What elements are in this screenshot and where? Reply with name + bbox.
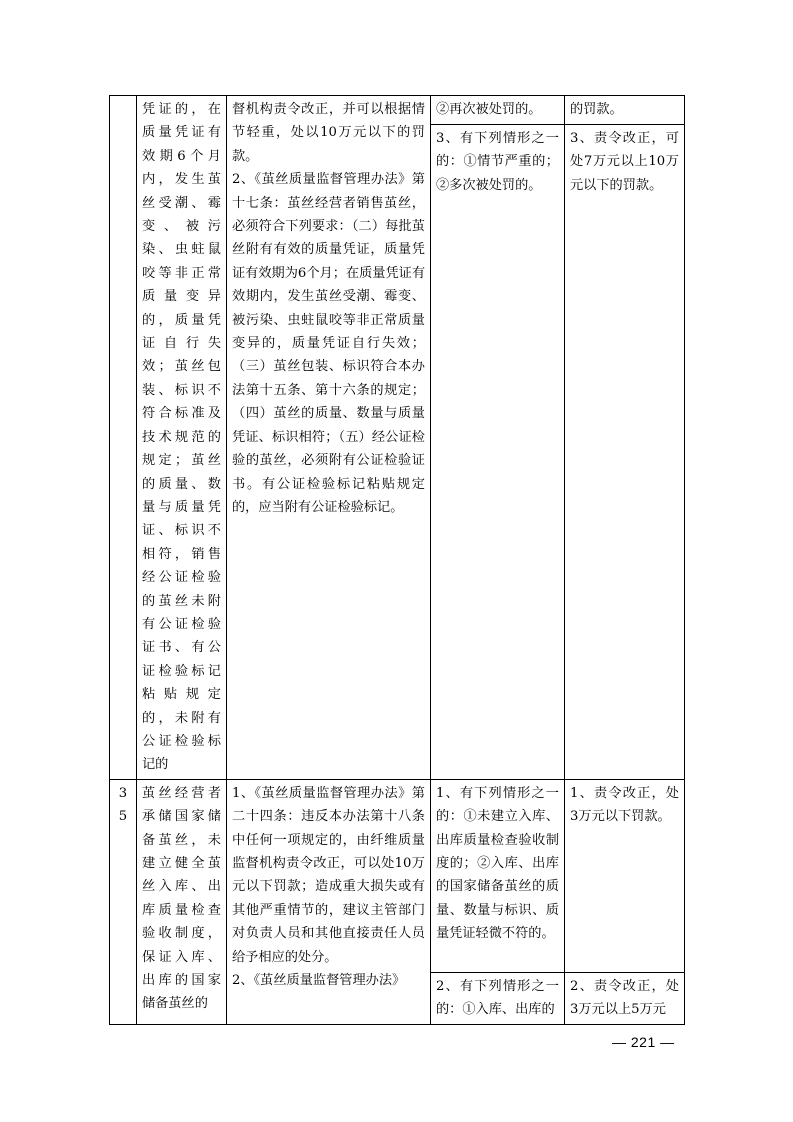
legal-basis-cell: 督机构责令改正，并可以根据情节轻重，处以10万元以下的罚款。 2、《茧丝质量监督管理办法》第十七条：茧丝经营者销售茧丝，必须符合下列要求：（二）每批茧丝附有有效的质量凭证，质量凭证有效期为6个月；在质量凭证有效期内，发生茧丝受潮、霉变、被污染、虫蛀鼠咬等非正常质量变异的，质量凭证自行失效；（三）茧丝包装、标识符合本办法第十五条、第十六条的规定；（四）茧丝的质量、数量与质量凭证、标识相符；（五）经公证检验的茧丝，必须附有公证检验证书。有公证检验标记粘贴规定的，应当附有公证检验标记。 <box>227 96 431 780</box>
circumstance-cell: 3、有下列情形之一的：①情节严重的；②多次被处罚的。 <box>431 124 565 779</box>
page-number: — 221 — <box>612 1034 675 1050</box>
violation-cell: 凭证的，在质量凭证有效期6个月内，发生茧丝受潮、霉变、被污染、虫蛀鼠咬等非正常质量变异的，质量凭证自行失效；茧丝包装、标识不符合标准及技术规范的规定；茧丝的质量、数量与质量凭证、标识不相符，销售经公证检验的茧丝未附有公证检验证书、有公证检验标记粘贴规定的，未附有公证检验标记的 <box>137 96 227 780</box>
penalty-cell: 的罚款。 <box>565 96 685 125</box>
row-number-cell: 35 <box>110 779 137 1024</box>
row-number-cell <box>110 96 137 780</box>
circumstance-cell: ②再次被处罚的。 <box>431 96 565 125</box>
circumstance-cell: 1、有下列情形之一的：①未建立入库、出库质量检查验收制度的；②入库、出库的国家储备茧丝的质量、数量与标识、质量凭证轻微不符的。 <box>431 779 565 972</box>
table-row <box>110 779 685 972</box>
penalty-cell: 2、责令改正，处3万元以上5万元 <box>565 972 685 1024</box>
legal-basis-cell: 1、《茧丝质量监督管理办法》第二十四条：违反本办法第十八条中任何一项规定的，由纤维质量监督机构责令改正，可以处10万元以下罚款；造成重大损失或有其他严重情节的，建议主管部门对负责人员和其他直接责任人员给予相应的处分。 2、《茧丝质量监督管理办法》 <box>227 779 431 1024</box>
violation-cell: 茧丝经营者承储国家储备茧丝，未建立健全茧丝入库、出库质量检查验收制度，保证入库、出库的国家储备茧丝的 <box>137 779 227 1024</box>
circumstance-cell: 2、有下列情形之一的：①入库、出库的 <box>431 972 565 1024</box>
penalty-cell: 1、责令改正，处3万元以下罚款。 <box>565 779 685 972</box>
penalty-cell: 3、责令改正，可处7万元以上10万元以下的罚款。 <box>565 124 685 779</box>
table-row <box>110 96 685 125</box>
penalty-standards-table <box>109 95 685 1025</box>
